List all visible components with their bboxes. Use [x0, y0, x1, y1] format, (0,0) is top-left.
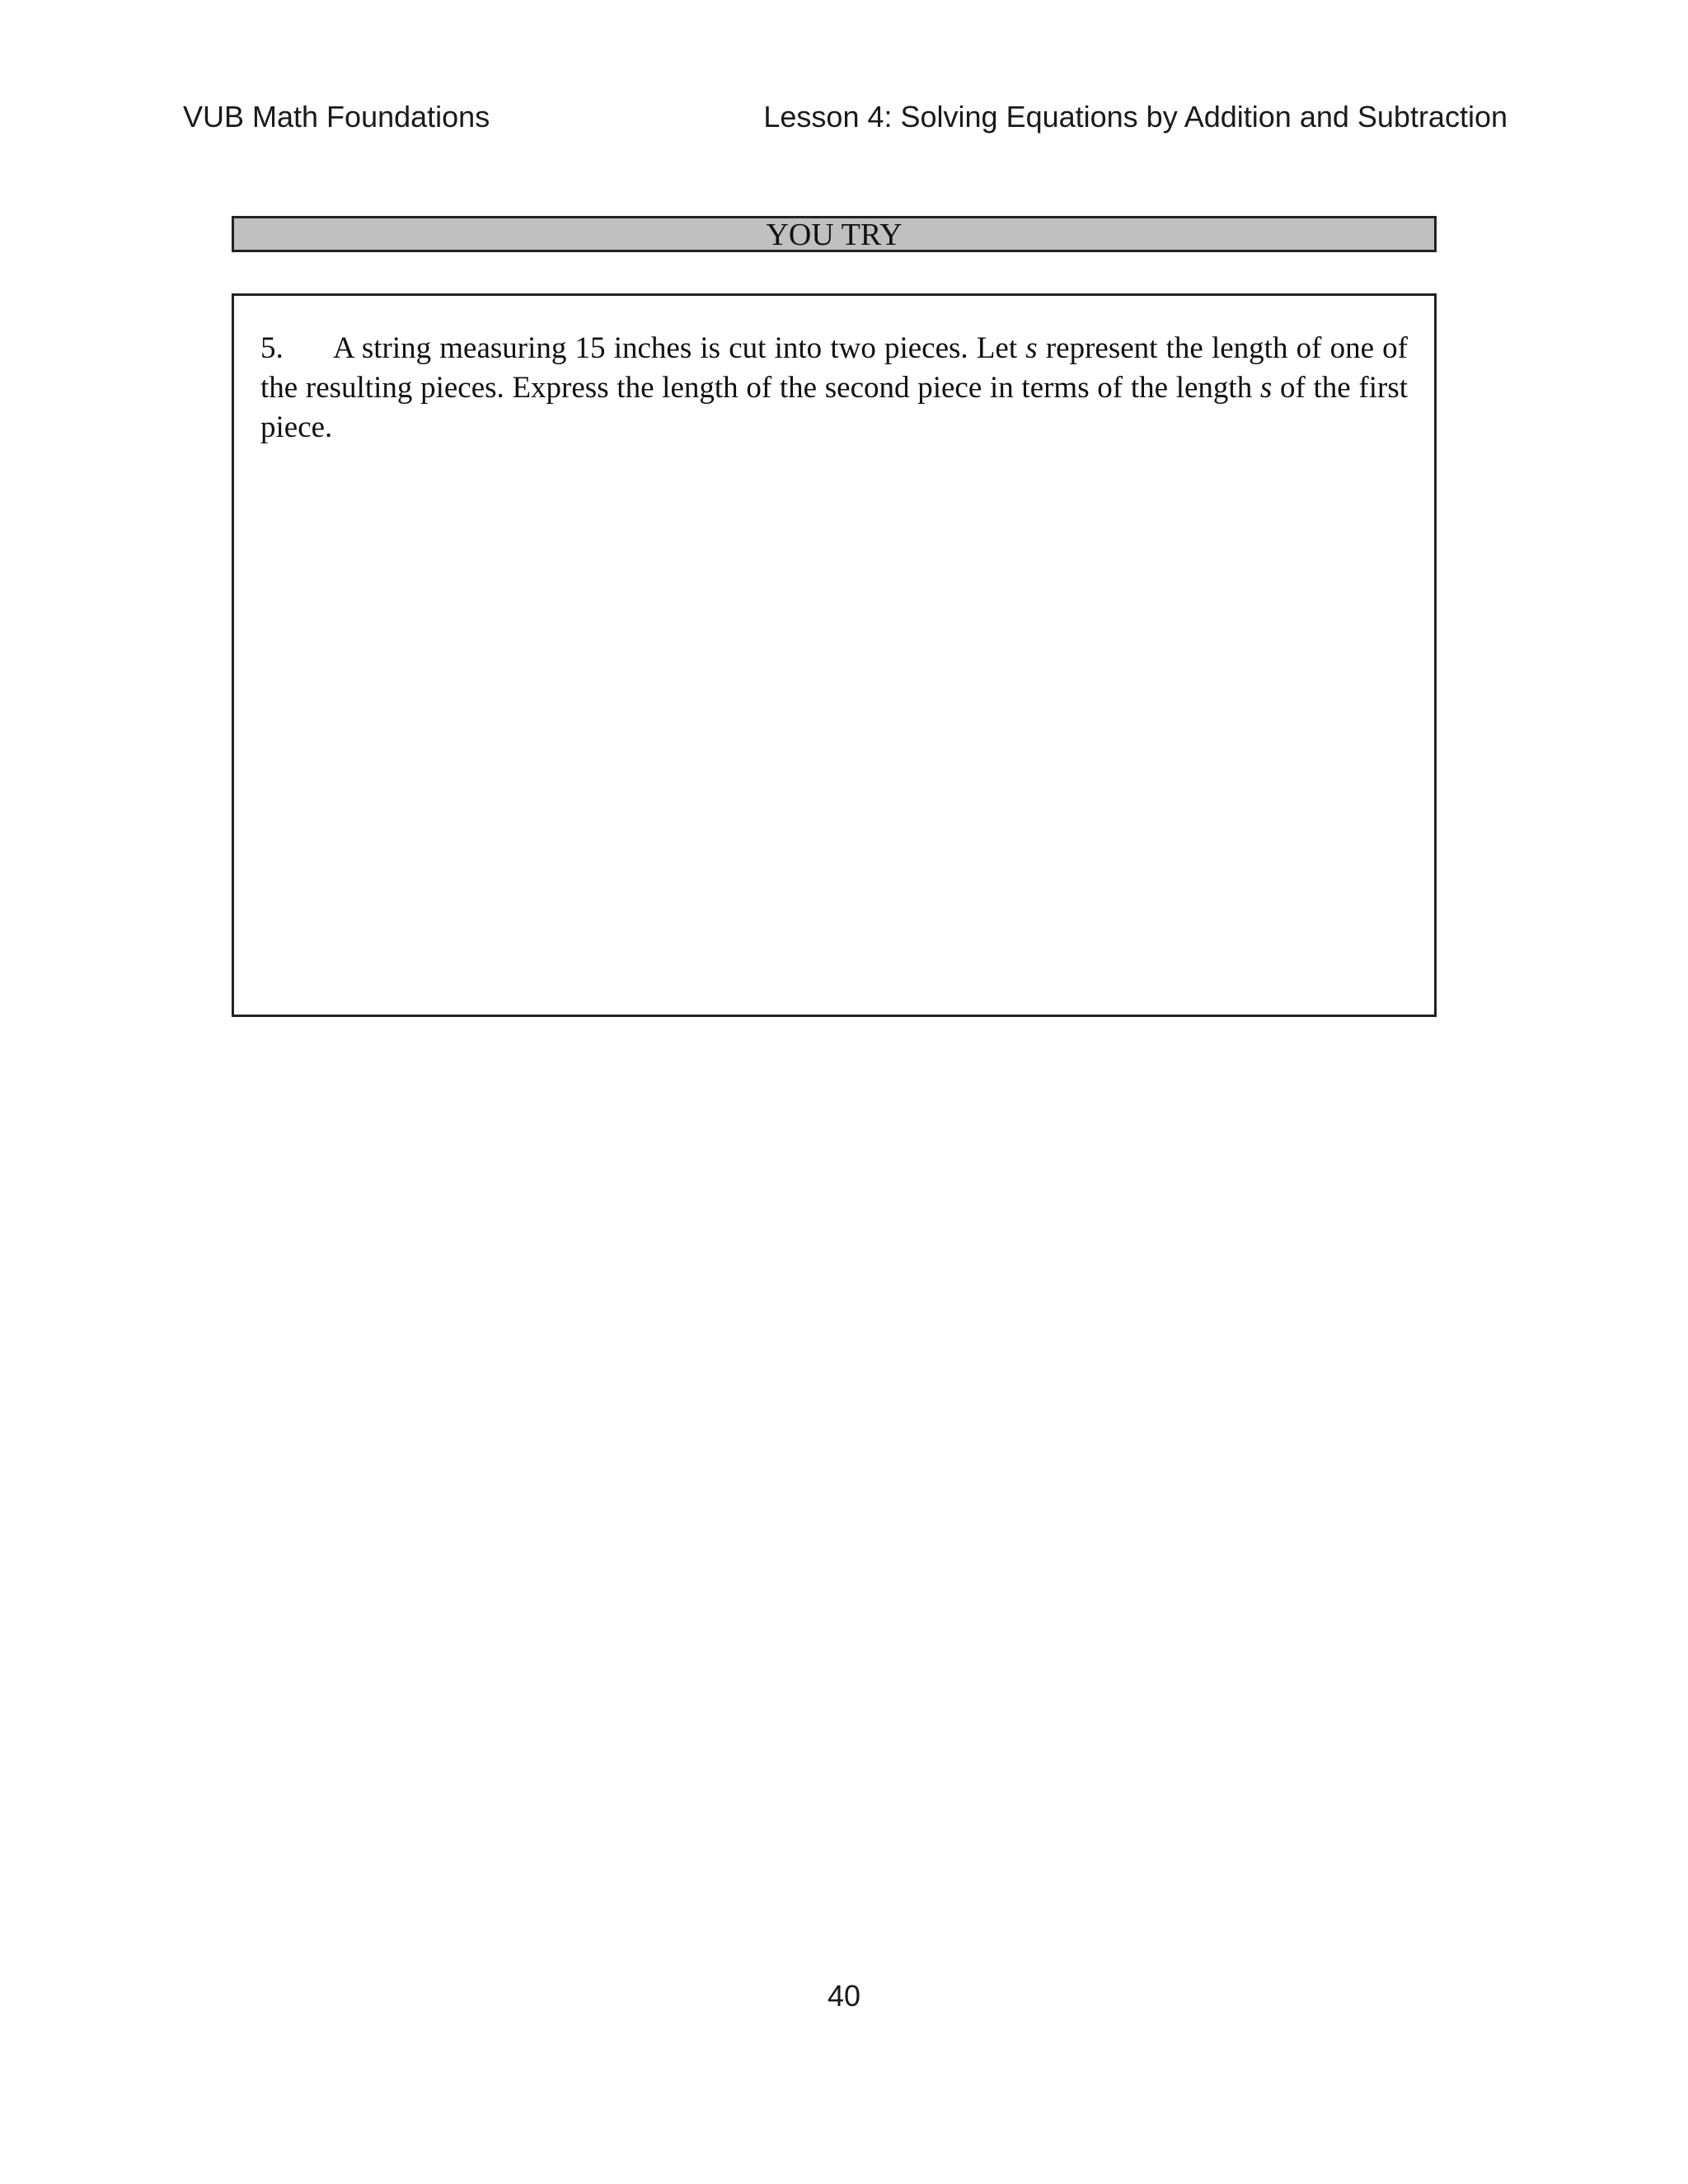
problem-box: [232, 293, 1437, 1017]
problem-text-part2: represent the length of one of the resulting pieces. Express the length of the second piece in terms of the length: [260, 331, 1408, 405]
problem-number: 5.: [260, 331, 284, 365]
problem-statement: [260, 329, 1408, 448]
header-lesson-title: Lesson 4: Solving Equations by Addition and Subtraction: [763, 100, 1507, 134]
variable-s-2: s: [1259, 371, 1273, 405]
variable-s: s: [1025, 331, 1038, 365]
header-course-title: VUB Math Foundations: [183, 100, 490, 134]
page-number: 40: [827, 1979, 861, 2013]
problem-text-part1: A string measuring 15 inches is cut into two pieces. Let: [333, 331, 1026, 365]
problem-text-part3: of the first piece.: [260, 371, 1408, 444]
you-try-banner: YOU TRY: [232, 216, 1437, 252]
